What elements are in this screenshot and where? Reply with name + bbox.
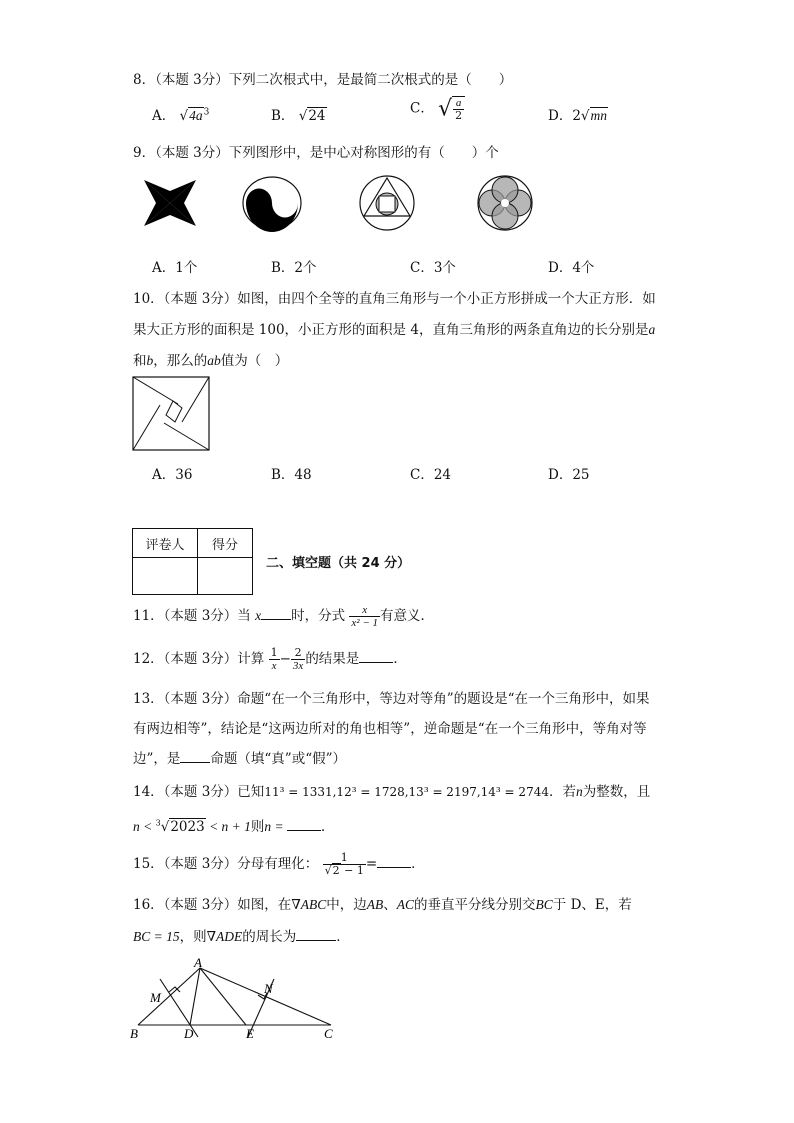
q14-n-equals: n = xyxy=(264,819,288,834)
var-b: b xyxy=(146,353,154,368)
question-10-line-2 xyxy=(133,318,655,338)
circle-triangle-square-figure xyxy=(357,174,417,232)
q15-answer-blank[interactable] xyxy=(377,855,411,868)
q16-text: 中，边 xyxy=(326,897,367,913)
q10-text: 值为（ ） xyxy=(220,353,289,369)
q14-text: 14．（本题 3分）已知 xyxy=(133,784,265,800)
q16-text: 的周长为 xyxy=(242,929,297,945)
perpendicular-bisector-triangle-figure xyxy=(128,955,343,1043)
q16-text: 、 xyxy=(383,897,397,913)
q14-inequality: < n + 1 xyxy=(205,819,251,834)
q12-text: 12．（本题 3分）计算 xyxy=(133,651,265,667)
question-16-line-2 xyxy=(133,925,350,945)
q15-text: ． xyxy=(411,856,425,872)
q8-option-c[interactable] xyxy=(410,96,465,122)
radical: √mn xyxy=(580,108,608,124)
q14-text: 则 xyxy=(250,819,265,835)
q9-option-b[interactable]: B．2个 xyxy=(271,260,317,276)
score-cell[interactable] xyxy=(198,558,253,595)
q8-option-d[interactable] xyxy=(548,104,608,124)
yin-yang-figure xyxy=(241,174,303,232)
minus-sign: − xyxy=(279,651,291,667)
question-13-line-3 xyxy=(133,747,346,767)
q11-text: 11．（本题 3分）当 xyxy=(133,608,251,624)
q15-text: 15．（本题 3分）分母有理化： xyxy=(133,856,319,872)
q11-text: 时，分式 xyxy=(291,608,346,624)
q10-option-d[interactable]: D．25 xyxy=(548,467,590,483)
q14-text: 为整数，且 xyxy=(582,784,651,800)
label-c: C xyxy=(324,1026,333,1041)
q14-inequality: n < xyxy=(133,819,156,834)
question-10-line-1: 10．（本题 3分）如图，由四个全等的直角三角形与一个小正方形拼成一个大正方形．如 xyxy=(133,291,656,307)
q13-answer-blank[interactable] xyxy=(180,750,210,763)
label-b: B xyxy=(130,1026,138,1041)
question-10-line-3 xyxy=(133,349,288,369)
var-ab: ab xyxy=(207,353,221,368)
equals-sign: = xyxy=(365,856,378,872)
question-13-line-2: 有两边相等”，结论是“这两边所对的角也相等”，逆命题是“在一个三角形中，等角对等 xyxy=(133,721,647,737)
label-m: M xyxy=(150,990,161,1005)
pythagoras-square-figure xyxy=(132,376,212,452)
triangle-ade: ∇ADE xyxy=(206,929,243,944)
option-letter: A． xyxy=(152,108,176,124)
q10-option-a[interactable]: A．36 xyxy=(152,467,193,483)
question-12 xyxy=(133,647,407,672)
label-d: D xyxy=(184,1026,194,1041)
segment-ab: AB xyxy=(366,897,384,912)
question-14-line-1 xyxy=(133,780,650,800)
q16-text: 于 D、E，若 xyxy=(552,897,632,913)
q10-text: 和 xyxy=(133,353,147,369)
var-a: a xyxy=(648,322,656,337)
q16-text: ． xyxy=(336,929,350,945)
grader-score-table xyxy=(132,528,253,595)
four-petal-circle-figure xyxy=(474,174,536,232)
q14-text: ． xyxy=(321,819,335,835)
triangle-abc: ∇ABC xyxy=(291,897,327,912)
radical-sign: √ xyxy=(438,96,453,122)
q15-fraction: $\frac{1}{√2 - 1}$ xyxy=(324,851,364,877)
label-a: A xyxy=(194,955,202,970)
q10-text: 果大正方形的面积是 100，小正方形的面积是 4，直角三角形的两条直角边的长分别是 xyxy=(133,322,649,338)
question-14-line-2: n < $^3$√2023 < n + 1则n = ． xyxy=(133,818,335,835)
q11-fraction: $\frac{x}{\text{x² − 1}}$ xyxy=(351,604,379,629)
question-9-stem: 9．（本题 3分）下列图形中，是中心对称图形的有（ ）个 xyxy=(133,145,499,161)
cube-root-index: 3 xyxy=(155,818,161,828)
q12-text: ． xyxy=(393,651,407,667)
var-n: n xyxy=(575,784,583,799)
cube-root-radicand: 2023 xyxy=(170,819,205,835)
q16-answer-blank[interactable] xyxy=(296,928,336,941)
q13-text: 命题（填“真”或“假”） xyxy=(210,751,347,767)
q14-text: ．若 xyxy=(548,784,576,800)
var-x: x xyxy=(255,608,262,623)
bc-equation: BC = 15 xyxy=(133,929,180,944)
q16-text: 16．（本题 3分）如图，在 xyxy=(133,897,292,913)
question-16-line-1 xyxy=(133,893,632,913)
radical: √24 xyxy=(298,108,326,124)
q9-option-d[interactable]: D．4个 xyxy=(548,260,595,276)
grader-header: 评卷人 xyxy=(133,529,198,558)
option-letter: D．2 xyxy=(548,108,581,124)
q12-fraction-1: $\frac{1}{x}$ xyxy=(270,646,278,672)
q11-text: 有意义． xyxy=(380,608,435,624)
q12-fraction-2: $\frac{2}{3x}$ xyxy=(292,646,304,672)
question-13-line-1: 13．（本题 3分）命题“在一个三角形中，等边对等角”的题设是“在一个三角形中，如果 xyxy=(133,691,650,707)
score-header: 得分 xyxy=(198,529,253,558)
q16-text: ，则 xyxy=(179,929,207,945)
q8-option-b[interactable] xyxy=(271,104,327,124)
q9-option-c[interactable]: C．3个 xyxy=(410,260,456,276)
radical-fraction: $\frac{a}{2}$ xyxy=(452,96,465,122)
q10-option-c[interactable]: C．24 xyxy=(410,467,452,483)
segment-bc: BC xyxy=(535,897,553,912)
option-letter: B． xyxy=(271,108,295,124)
q11-answer-blank[interactable] xyxy=(261,607,291,620)
pinwheel-star-figure xyxy=(140,176,200,230)
grader-cell[interactable] xyxy=(133,558,198,595)
q14-cubes: 11³ = 1331,12³ = 1728,13³ = 2197,14³ = 2744 xyxy=(264,785,549,799)
question-11 xyxy=(133,604,434,629)
q8-option-a[interactable] xyxy=(152,104,209,124)
section-2-title: 二、填空题（共 24 分） xyxy=(266,556,411,571)
radical: $√4a^3$ xyxy=(179,107,210,124)
q10-option-b[interactable]: B．48 xyxy=(271,467,312,483)
question-15 xyxy=(133,852,425,877)
q14-answer-blank[interactable] xyxy=(287,818,321,831)
label-n: N xyxy=(264,981,273,996)
option-letter: C． xyxy=(410,100,434,117)
q16-text: 的垂直平分线分别交 xyxy=(414,897,536,913)
q13-text: 边”，是 xyxy=(133,751,181,767)
q12-text: 的结果是 xyxy=(305,651,360,667)
q9-option-a[interactable]: A．1个 xyxy=(152,260,198,276)
q10-text: ，那么的 xyxy=(153,353,208,369)
question-8-stem: 8．（本题 3分）下列二次根式中，是最简二次根式的是（ ） xyxy=(133,72,513,88)
label-e: E xyxy=(246,1026,254,1041)
segment-ac: AC xyxy=(396,897,415,912)
q12-answer-blank[interactable] xyxy=(359,650,393,663)
